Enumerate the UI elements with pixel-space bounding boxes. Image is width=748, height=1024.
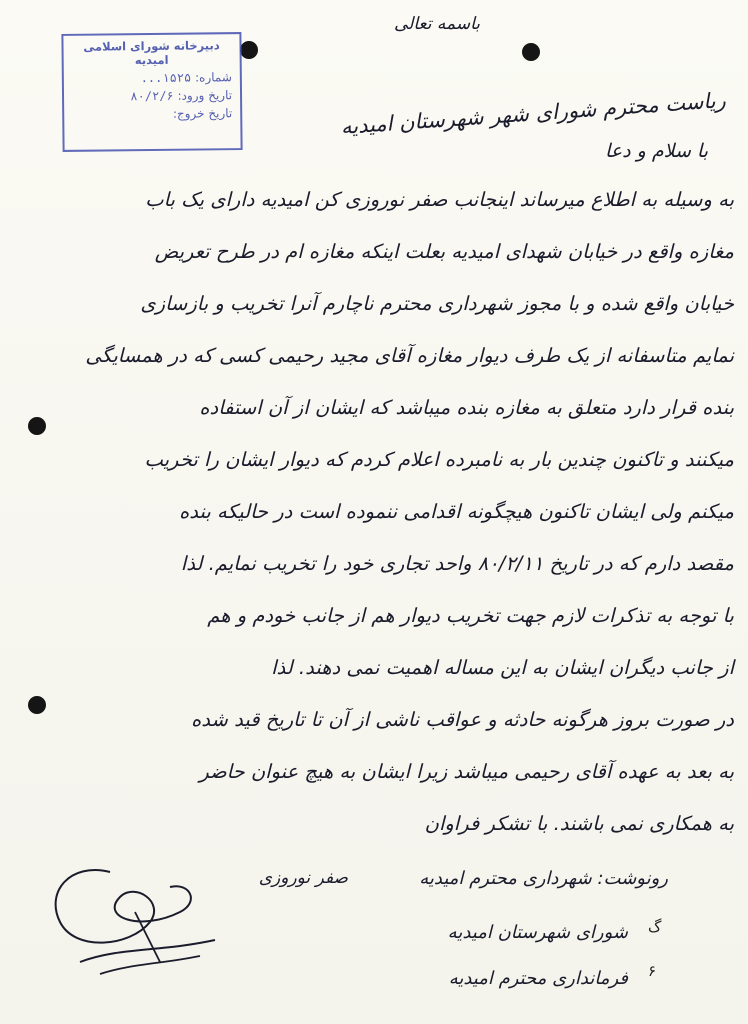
body-line-10: از جانب دیگران ایشان به این مساله اهمیت نمی دهند. لذا: [271, 656, 734, 679]
signatory-name: صفر نوروزی: [258, 868, 348, 888]
cc-item-2: فرمانداری محترم امیدیه: [448, 968, 628, 989]
body-line-3: خیابان واقع شده و با مجوز شهرداری محترم ناچارم آنرا تخریب و بازسازی: [140, 292, 734, 315]
stamp-date-in-value: ۸۰/۲/۶: [130, 88, 174, 104]
stamp-date-out-row: [72, 106, 232, 122]
body-line-8: مقصد دارم که در تاریخ ۸۰/۲/۱۱ واحد تجاری خود را تخریب نمایم. لذا: [180, 552, 734, 575]
stamp-date-out-label: تاریخ خروج:: [172, 106, 233, 121]
registry-stamp: [61, 32, 242, 152]
stamp-org: دبیرخانه شورای اسلامی امیدیه: [83, 38, 220, 68]
punch-hole-middle: [28, 417, 46, 435]
body-line-4: نمایم متاسفانه از یک طرف دیوار مغازه آقای مجید رحیمی کسی که در همسایگی: [85, 344, 734, 367]
stamp-date-in-row: [72, 88, 232, 104]
margin-mark-1: گ: [648, 918, 662, 936]
body-line-7: میکنم ولی ایشان تاکنون هیچگونه اقدامی ننموده است در حالیکه بنده: [179, 500, 734, 523]
punch-hole-top-right: [522, 43, 540, 61]
invocation-heading: باسمه تعالی: [394, 14, 480, 34]
cc-item-1: شورای شهرستان امیدیه: [447, 922, 628, 943]
cc-heading: رونوشت: شهرداری محترم امیدیه: [419, 868, 668, 889]
stamp-number-row: [72, 70, 232, 86]
margin-mark-2: ۶: [648, 962, 657, 980]
body-line-9: با توجه به تذکرات لازم جهت تخریب دیوار هم از جانب خودم و هم: [207, 604, 734, 627]
handwritten-signature: [40, 852, 230, 982]
punch-hole-top-left: [240, 41, 258, 59]
punch-hole-lower: [28, 696, 46, 714]
stamp-date-in-label: تاریخ ورود:: [177, 88, 233, 103]
stamp-number-value: ۱۵۲۵...: [140, 70, 192, 86]
addressee-line: ریاست محترم شورای شهر شهرستان امیدیه: [340, 88, 727, 139]
greeting-line: با سلام و دعا: [605, 140, 708, 162]
body-line-5: بنده قرار دارد متعلق به مغازه بنده میباشد که ایشان از آن استفاده: [199, 396, 734, 419]
body-line-11: در صورت بروز هرگونه حادثه و عواقب ناشی از آن تا تاریخ قید شده: [191, 708, 734, 731]
body-line-2: مغازه واقع در خیابان شهدای امیدیه بعلت اینکه مغازه ام در طرح تعریض: [154, 240, 734, 263]
stamp-number-label: شماره:: [194, 70, 232, 85]
body-line-1: به وسیله به اطلاع میرساند اینجانب صفر نوروزی کن امیدیه دارای یک باب: [145, 188, 734, 211]
body-line-12: به بعد به عهده آقای رحیمی میباشد زیرا ایشان به هیچ عنوان حاضر: [199, 760, 734, 783]
body-line-6: میکنند و تاکنون چندین بار به نامبرده اعلام کردم که دیوار ایشان را تخریب: [144, 448, 734, 471]
body-line-13: به همکاری نمی باشند. با تشکر فراوان: [424, 812, 734, 835]
